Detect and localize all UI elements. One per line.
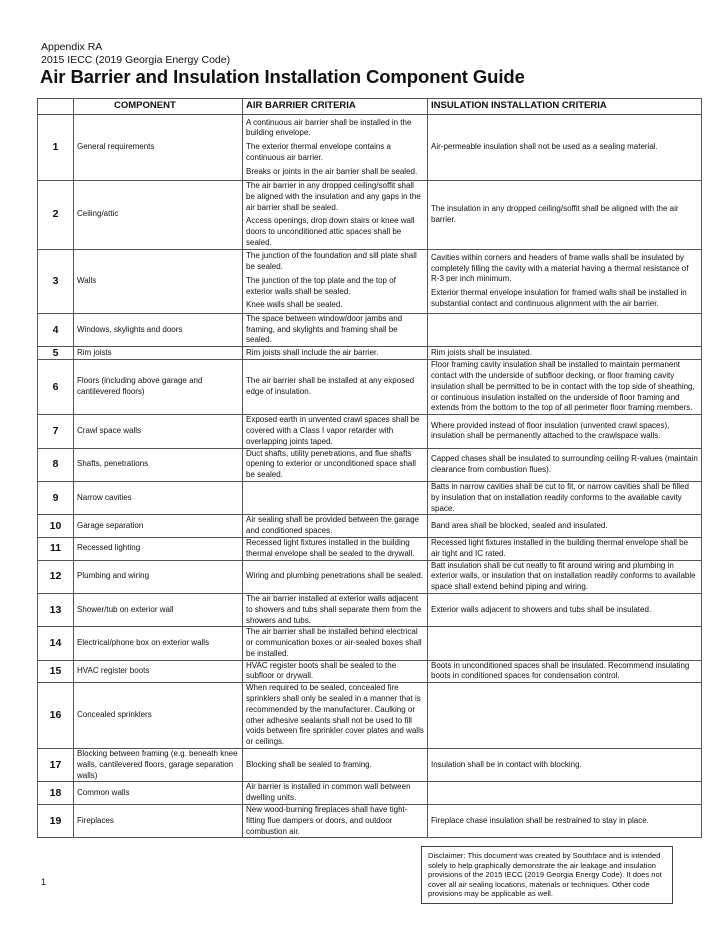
column-header-air-barrier: AIR BARRIER CRITERIA: [243, 99, 428, 115]
table-row: [38, 560, 702, 593]
air-barrier-cell: [243, 537, 428, 560]
component-cell: Crawl space walls: [74, 415, 243, 448]
air-barrier-criterion: The junction of the top plate and the top of exterior walls shall be sealed.: [246, 275, 396, 296]
air-barrier-cell: [243, 560, 428, 593]
component-cell: Plumbing and wiring: [74, 560, 243, 593]
air-barrier-criterion: Knee walls shall be sealed.: [246, 300, 343, 310]
insulation-criterion: Batts in narrow cavities shall be cut to fit, or narrow cavities shall be filled by insulation that on installation readily conforms to the available cavity space.: [431, 481, 689, 513]
insulation-criterion: Boots in unconditioned spaces shall be insulated. Recommend insulating boots in conditioned spaces for condensation control.: [431, 660, 690, 681]
air-barrier-criterion: Wiring and plumbing penetrations shall be sealed.: [246, 571, 423, 581]
insulation-cell: [428, 627, 702, 660]
row-number: 19: [38, 805, 74, 838]
insulation-criterion: Band area shall be blocked, sealed and insulated.: [431, 520, 608, 530]
table-row: [38, 347, 702, 360]
air-barrier-criterion: The air barrier shall be installed behind electrical or communication boxes or air-sealed boxes shall be installed.: [246, 627, 422, 658]
insulation-criterion: Recessed light fixtures installed in the building thermal envelope shall be air tight and IC rated.: [431, 537, 689, 558]
component-cell: Common walls: [74, 782, 243, 805]
table-row: [38, 627, 702, 660]
insulation-cell: [428, 593, 702, 626]
table-row: [38, 115, 702, 181]
insulation-criterion: Exterior walls adjacent to showers and tubs shall be insulated.: [431, 604, 652, 614]
air-barrier-cell: [243, 782, 428, 805]
row-number: 18: [38, 782, 74, 805]
air-barrier-cell: [243, 347, 428, 360]
insulation-criterion: Where provided instead of floor insulation (unvented crawl spaces), insulation shall be permanently attached to the crawlspace walls.: [431, 420, 670, 441]
air-barrier-criterion: Blocking shall be sealed to framing.: [246, 759, 372, 769]
table-row: [38, 415, 702, 448]
air-barrier-criterion: Breaks or joints in the air barrier shall be sealed.: [246, 166, 418, 176]
component-cell: Recessed lighting: [74, 537, 243, 560]
table-header-row: [38, 99, 702, 115]
air-barrier-criterion: HVAC register boots shall be sealed to the subfloor or drywall.: [246, 660, 397, 681]
table-row: [38, 181, 702, 250]
air-barrier-criterion: The air barrier in any dropped ceiling/soffit shall be aligned with the insulation and any gaps in the air barrier shall be sealed.: [246, 181, 421, 212]
insulation-criterion: Exterior thermal envelope insulation for framed walls shall be installed in substantial contact and continuous alignment with the air barrier.: [431, 288, 687, 308]
insulation-cell: [428, 115, 702, 181]
column-header-number: [38, 99, 74, 115]
insulation-cell: [428, 313, 702, 346]
insulation-cell: [428, 683, 702, 749]
table-row: [38, 593, 702, 626]
table-row: [38, 749, 702, 782]
air-barrier-criterion: Air barrier is installed in common wall between dwelling units.: [246, 782, 411, 803]
row-number: 17: [38, 749, 74, 782]
table-row: [38, 313, 702, 346]
component-cell: Narrow cavities: [74, 481, 243, 514]
row-number: 3: [38, 249, 74, 313]
row-number: 14: [38, 627, 74, 660]
row-number: 4: [38, 313, 74, 346]
air-barrier-cell: [243, 515, 428, 538]
component-cell: Fireplaces: [74, 805, 243, 838]
insulation-cell: [428, 660, 702, 683]
air-barrier-criterion: The air barrier installed at exterior walls adjacent to showers and tubs shall separate them from the showers and tubs.: [246, 593, 422, 625]
insulation-criterion: Rim joists shall be insulated.: [431, 347, 532, 357]
air-barrier-cell: [243, 360, 428, 415]
component-cell: Concealed sprinklers: [74, 683, 243, 749]
air-barrier-cell: [243, 593, 428, 626]
row-number: 6: [38, 360, 74, 415]
table-row: [38, 660, 702, 683]
appendix-label: Appendix RA: [41, 41, 103, 53]
component-cell: Floors (including above garage and cantilevered floors): [74, 360, 243, 415]
insulation-cell: [428, 249, 702, 313]
row-number: 9: [38, 481, 74, 514]
insulation-cell: [428, 347, 702, 360]
air-barrier-criterion: Access openings, drop down stairs or knee wall doors to unconditioned attic spaces shall be sealed.: [246, 216, 415, 247]
table-row: [38, 515, 702, 538]
insulation-criterion: Air-permeable insulation shall not be used as a sealing material.: [431, 142, 658, 152]
insulation-cell: [428, 515, 702, 538]
insulation-criterion: The insulation in any dropped ceiling/soffit shall be aligned with the air barrier.: [431, 204, 679, 224]
row-number: 2: [38, 181, 74, 250]
insulation-cell: [428, 481, 702, 514]
air-barrier-criterion: Duct shafts, utility penetrations, and flue shafts opening to exterior or unconditioned space shall be sealed.: [246, 448, 416, 480]
row-number: 12: [38, 560, 74, 593]
insulation-cell: [428, 415, 702, 448]
air-barrier-cell: [243, 115, 428, 181]
component-cell: Shafts, penetrations: [74, 448, 243, 481]
row-number: 11: [38, 537, 74, 560]
component-cell: Electrical/phone box on exterior walls: [74, 627, 243, 660]
column-header-insulation: INSULATION INSTALLATION CRITERIA: [428, 99, 702, 115]
insulation-cell: [428, 181, 702, 250]
insulation-cell: [428, 537, 702, 560]
table-row: [38, 805, 702, 838]
air-barrier-cell: [243, 481, 428, 514]
component-cell: Windows, skylights and doors: [74, 313, 243, 346]
row-number: 13: [38, 593, 74, 626]
row-number: 7: [38, 415, 74, 448]
row-number: 1: [38, 115, 74, 181]
table-row: [38, 249, 702, 313]
component-cell: Rim joists: [74, 347, 243, 360]
component-guide-table: [37, 98, 702, 838]
air-barrier-criterion: Rim joists shall include the air barrier.: [246, 347, 379, 357]
row-number: 5: [38, 347, 74, 360]
component-cell: Garage separation: [74, 515, 243, 538]
air-barrier-cell: [243, 749, 428, 782]
table-row: [38, 537, 702, 560]
insulation-cell: [428, 560, 702, 593]
insulation-cell: [428, 360, 702, 415]
air-barrier-criterion: The space between window/door jambs and framing, and skylights and framing shall be sealed.: [246, 313, 403, 345]
code-label: 2015 IECC (2019 Georgia Energy Code): [41, 54, 231, 66]
air-barrier-criterion: New wood-burning fireplaces shall have tight-fitting flue dampers or doors, and outdoor combustion air.: [246, 805, 408, 836]
insulation-cell: [428, 805, 702, 838]
insulation-criterion: Insulation shall be in contact with blocking.: [431, 759, 582, 769]
insulation-cell: [428, 782, 702, 805]
insulation-criterion: Batt insulation shall be cut neatly to fit around wiring and plumbing in exterior walls, or insulation that on installation readily conforms to available space shall extend behind piping and wiring.: [431, 560, 696, 592]
air-barrier-criterion: Exposed earth in unvented crawl spaces shall be covered with a Class I vapor retarder with overlapping joints taped.: [246, 415, 420, 446]
table-row: [38, 782, 702, 805]
air-barrier-cell: [243, 415, 428, 448]
page-title: Air Barrier and Insulation Installation Component Guide: [40, 66, 525, 87]
table-row: [38, 448, 702, 481]
row-number: 8: [38, 448, 74, 481]
air-barrier-criterion: A continuous air barrier shall be installed in the building envelope.: [246, 117, 412, 138]
air-barrier-criterion: The air barrier shall be installed at any exposed edge of insulation.: [246, 376, 415, 397]
row-number: 16: [38, 683, 74, 749]
air-barrier-criterion: When required to be sealed, concealed fire sprinklers shall only be sealed in a manner that is recommended by the manufacturer. Caulking or other adhesive sealants shall not be used to fill voids between fire sprinkler cover plates and walls or ceilings.: [246, 683, 424, 747]
table-row: [38, 683, 702, 749]
air-barrier-cell: [243, 448, 428, 481]
table-row: [38, 360, 702, 415]
air-barrier-criterion: Recessed light fixtures installed in the building thermal envelope shall be sealed to the drywall.: [246, 537, 415, 558]
air-barrier-cell: [243, 249, 428, 313]
disclaimer-box: Disclaimer: This document was created by Southface and is intended solely to help graphically demonstrate the air leakage and insulation provisions of the 2015 IECC (2019 Georgia Energy Code). It does not cover all air sealing locations, materials or techniques. Other code provisions may be applicable as well.: [421, 846, 673, 904]
air-barrier-cell: [243, 660, 428, 683]
insulation-cell: [428, 448, 702, 481]
insulation-criterion: Fireplace chase insulation shall be restrained to stay in place.: [431, 815, 649, 825]
row-number: 15: [38, 660, 74, 683]
air-barrier-criterion: The exterior thermal envelope contains a continuous air barrier.: [246, 142, 391, 162]
insulation-criterion: Cavities within corners and headers of frame walls shall be insulated by completely filling the cavity with a material having a thermal resistance of R-3 per inch minimum.: [431, 252, 689, 284]
insulation-cell: [428, 749, 702, 782]
component-cell: Ceiling/attic: [74, 181, 243, 250]
air-barrier-cell: [243, 805, 428, 838]
component-cell: Shower/tub on exterior wall: [74, 593, 243, 626]
air-barrier-criterion: Air sealing shall be provided between the garage and conditioned spaces.: [246, 515, 420, 536]
page-number: 1: [41, 877, 47, 887]
column-header-component: COMPONENT: [74, 99, 243, 115]
component-cell: Blocking between framing (e.g. beneath knee walls, cantilevered floors, garage separation walls): [74, 749, 243, 782]
air-barrier-criterion: The junction of the foundation and sill plate shall be sealed.: [246, 251, 417, 272]
air-barrier-cell: [243, 627, 428, 660]
component-cell: HVAC register boots: [74, 660, 243, 683]
air-barrier-cell: [243, 683, 428, 749]
row-number: 10: [38, 515, 74, 538]
table-row: [38, 481, 702, 514]
component-cell: Walls: [74, 249, 243, 313]
air-barrier-cell: [243, 313, 428, 346]
component-cell: General requirements: [74, 115, 243, 181]
insulation-criterion: Floor framing cavity insulation shall be installed to maintain permanent contact with the underside of subfloor decking, or floor framing cavity insulation shall be permitted to be in contact with the top side of sheathing, or continuous insulation installed on the underside of floor framing and extends from the bottom to the top of all perimeter floor framing members.: [431, 360, 695, 413]
insulation-criterion: Capped chases shall be insulated to surrounding ceiling R-values (maintain clearance from combustion flues).: [431, 453, 698, 474]
air-barrier-cell: [243, 181, 428, 250]
